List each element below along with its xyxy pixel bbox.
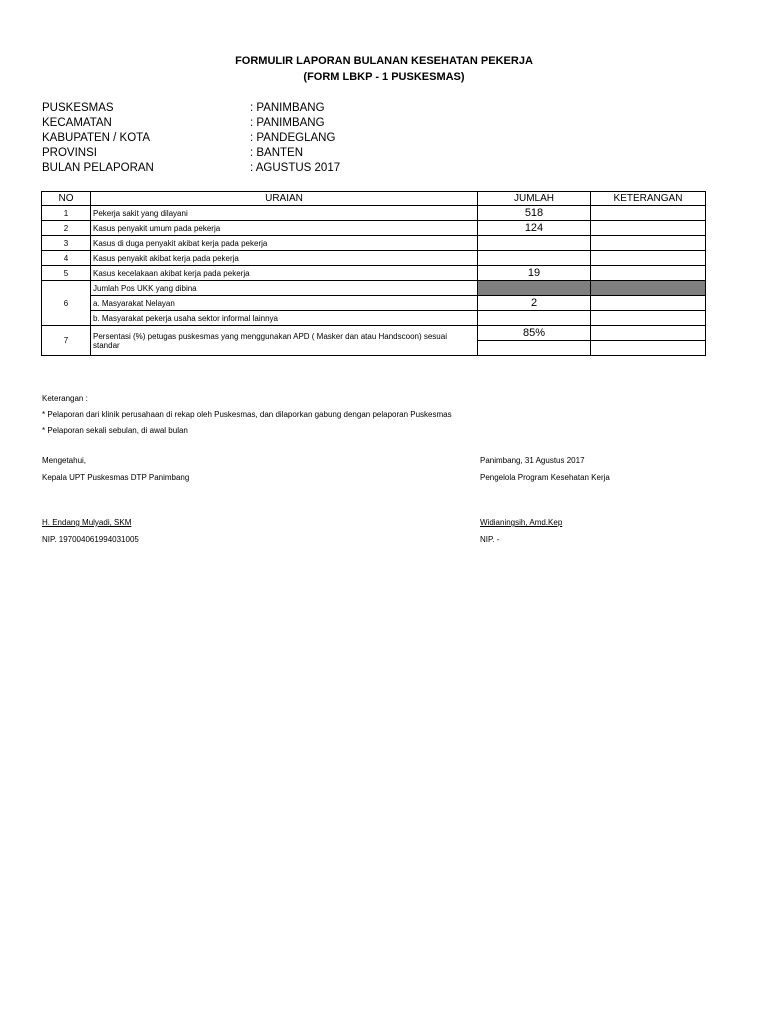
row-uraian: Persentasi (%) petugas puskesmas yang menggunakan APD ( Masker dan atau Handscoon) sesuai standar: [91, 326, 478, 356]
signature-right: [480, 452, 610, 548]
signature-space: [42, 486, 189, 514]
info-puskesmas: [42, 101, 340, 116]
note-item: * Pelaporan sekali sebulan, di awal bulan: [42, 426, 188, 435]
row-keterangan: [591, 326, 706, 341]
row-uraian: Pekerja sakit yang dilayani: [91, 206, 478, 221]
row-jumlah: [478, 311, 591, 326]
sig-left-name: H. Endang Mulyadi, SKM: [42, 518, 132, 527]
row-keterangan: [591, 296, 706, 311]
row-jumlah: [478, 236, 591, 251]
header-keterangan: KETERANGAN: [591, 192, 706, 206]
info-bulan: [42, 161, 340, 176]
table-header-row: [42, 192, 706, 206]
row-keterangan: [591, 266, 706, 281]
table-row-6a: [42, 281, 706, 296]
header-jumlah: JUMLAH: [478, 192, 591, 206]
row-jumlah: 85%: [478, 326, 591, 341]
row-no: 2: [42, 221, 91, 236]
row-no: 4: [42, 251, 91, 266]
sig-right-name: Widianingsih, Amd.Kep: [480, 518, 563, 527]
row-keterangan: [591, 236, 706, 251]
table-row: [42, 251, 706, 266]
row-jumlah: 124: [478, 221, 591, 236]
row-keterangan: [591, 311, 706, 326]
table-row-6c: [42, 311, 706, 326]
row-jumlah: [478, 251, 591, 266]
row-no: 1: [42, 206, 91, 221]
table-row: [42, 266, 706, 281]
row-no: 5: [42, 266, 91, 281]
report-info: [42, 101, 340, 176]
shaded-cell: [591, 281, 706, 296]
info-value: : PANDEGLANG: [250, 132, 336, 144]
row-keterangan: [591, 206, 706, 221]
table-row: [42, 221, 706, 236]
row-no: 3: [42, 236, 91, 251]
info-kabupaten: [42, 131, 340, 146]
form-subtitle: (FORM LBKP - 1 PUSKESMAS): [303, 71, 465, 83]
info-value: : PANIMBANG: [250, 117, 325, 129]
empty-cell: [478, 341, 591, 356]
row-uraian: b. Masyarakat pekerja usaha sektor informal lainnya: [91, 311, 478, 326]
sig-right-line1: Panimbang, 31 Agustus 2017: [480, 456, 585, 465]
shaded-cell: [478, 281, 591, 296]
row-uraian: Kasus di duga penyakit akibat kerja pada pekerja: [91, 236, 478, 251]
info-value: : BANTEN: [250, 147, 304, 159]
note-item: * Pelaporan dari klinik perusahaan di rekap oleh Puskesmas, dan dilaporkan gabung dengan pelaporan Puskesmas: [42, 410, 452, 419]
row-jumlah: 2: [478, 296, 591, 311]
row-jumlah: 19: [478, 266, 591, 281]
row-uraian: Kasus kecelakaan akibat kerja pada pekerja: [91, 266, 478, 281]
row-jumlah: 518: [478, 206, 591, 221]
sig-right-nip: NIP. -: [480, 535, 500, 544]
info-provinsi: [42, 146, 340, 161]
sig-left-line2: Kepala UPT Puskesmas DTP Panimbang: [42, 473, 190, 482]
notes-heading: Keterangan :: [42, 394, 88, 403]
info-value: : AGUSTUS 2017: [250, 162, 341, 174]
info-label: PROVINSI: [42, 147, 97, 159]
info-label: KABUPATEN / KOTA: [42, 132, 150, 144]
row-keterangan: [591, 221, 706, 236]
sig-left-line1: Mengetahui,: [42, 456, 87, 465]
info-label: BULAN PELAPORAN: [42, 162, 154, 174]
sig-left-nip: NIP. 197004061994031005: [42, 535, 139, 544]
header-uraian: URAIAN: [91, 192, 478, 206]
table-row-6b: [42, 296, 706, 311]
notes-section: [42, 391, 452, 439]
row-uraian: Kasus penyakit umum pada pekerja: [91, 221, 478, 236]
row-uraian: Kasus penyakit akibat kerja pada pekerja: [91, 251, 478, 266]
info-value: : PANIMBANG: [250, 102, 325, 114]
header-no: NO: [42, 192, 91, 206]
report-table: [41, 191, 706, 356]
sig-right-line2: Pengelola Program Kesehatan Kerja: [480, 473, 610, 482]
table-row: [42, 206, 706, 221]
row-no: 6: [42, 281, 91, 326]
signature-space: [480, 486, 610, 514]
info-label: PUSKESMAS: [42, 102, 114, 114]
table-row: [42, 236, 706, 251]
table-row-7: [42, 326, 706, 341]
row-keterangan: [591, 251, 706, 266]
signature-left: [42, 452, 189, 548]
info-label: KECAMATAN: [42, 117, 112, 129]
row-no: 7: [42, 326, 91, 356]
form-title: FORMULIR LAPORAN BULANAN KESEHATAN PEKERJA: [235, 55, 533, 67]
row-uraian: Jumlah Pos UKK yang dibina: [91, 281, 478, 296]
row-uraian: a. Masyarakat Nelayan: [91, 296, 478, 311]
empty-cell: [591, 341, 706, 356]
info-kecamatan: [42, 116, 340, 131]
